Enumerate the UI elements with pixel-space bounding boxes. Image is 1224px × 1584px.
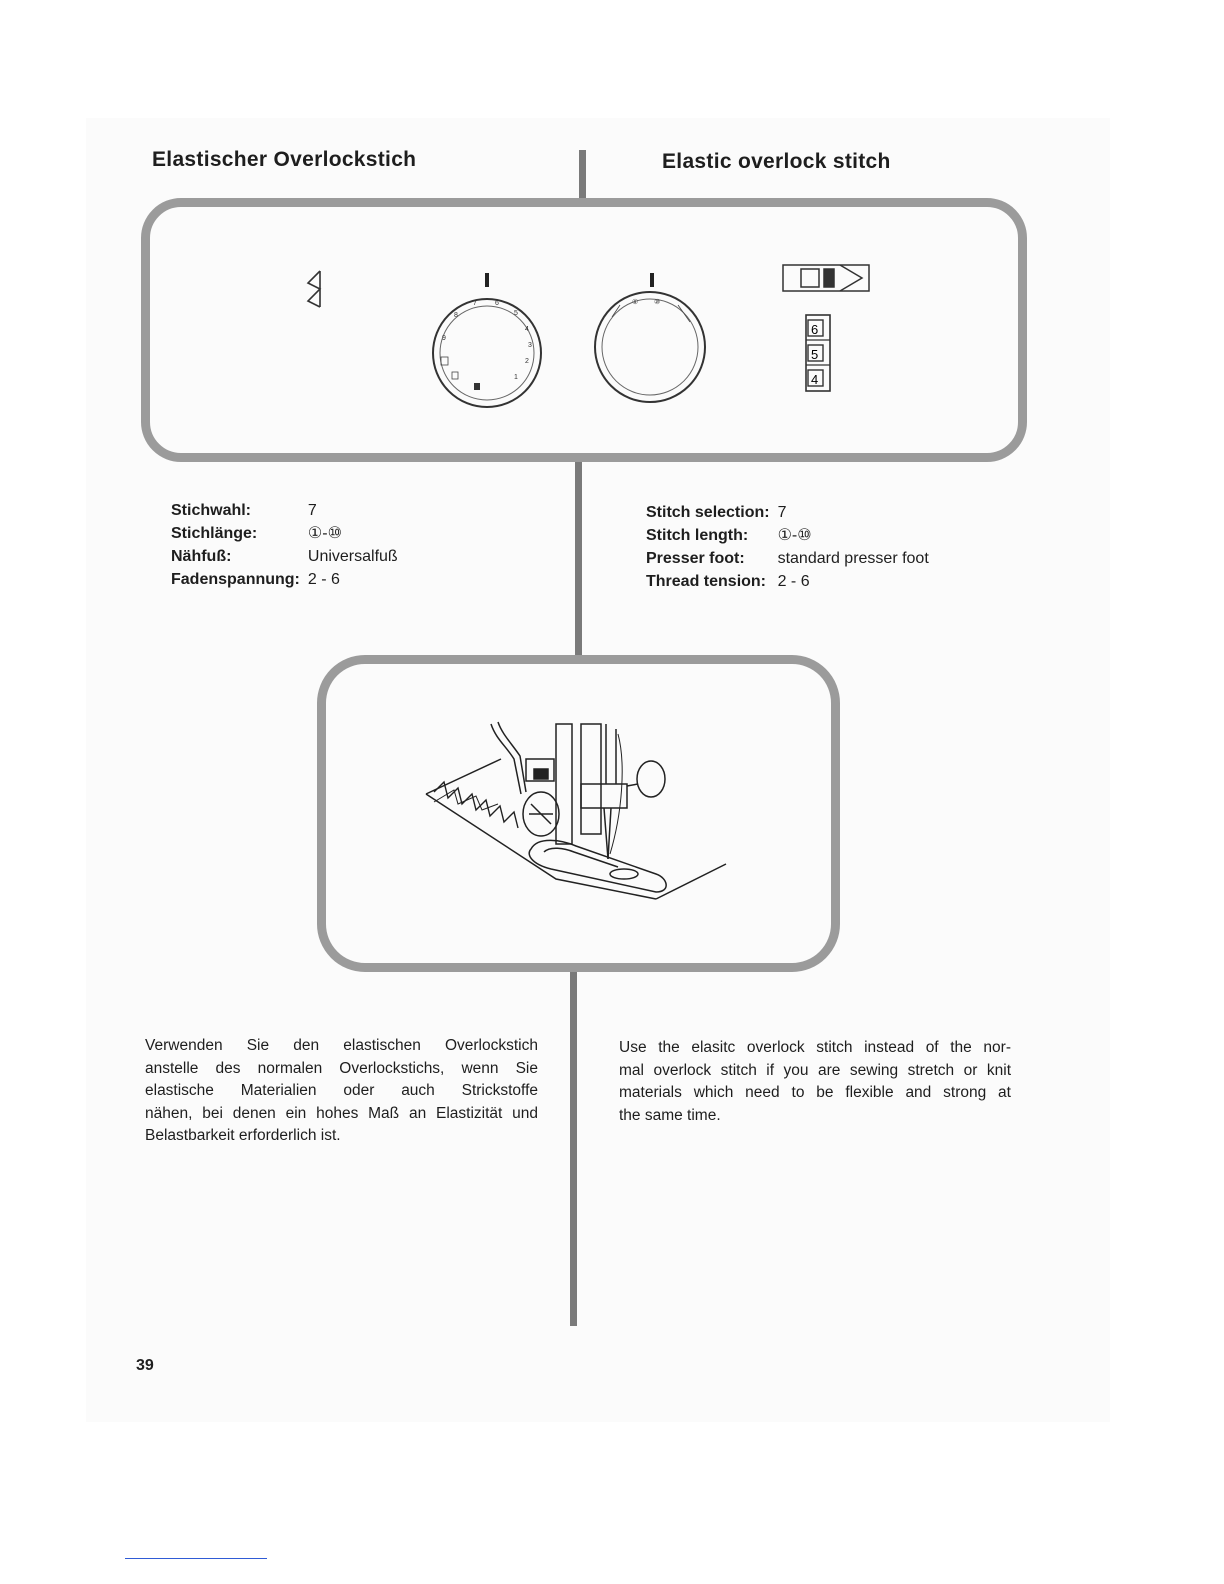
text-line: mal overlock stitch if you are sewing stretch or knit: [619, 1061, 1011, 1079]
setting-value: ①-⑩: [307, 525, 342, 542]
text-line: materials which need to be flexible and strong at: [619, 1084, 1011, 1101]
column-divider-middle: [575, 455, 582, 661]
settings-row: [171, 546, 406, 569]
heading-german: Elastischer Overlockstich: [152, 148, 417, 171]
selector-dial-number: 8: [454, 312, 458, 319]
setting-value: 7: [777, 504, 787, 521]
text-line: elastische Materialien oder auch Strickstoffe: [145, 1082, 538, 1099]
tension-scale-number: 5: [811, 347, 819, 362]
setting-label: Stitch selection:: [646, 504, 770, 521]
settings-row: [646, 502, 937, 525]
selector-dial-number: 5: [514, 310, 518, 317]
selector-dial-number: 4: [525, 326, 529, 333]
text-line: nähen, bei denen ein hohes Maß an Elastizität und: [145, 1104, 538, 1122]
settings-table-english: [646, 502, 937, 594]
setting-label: Nähfuß:: [171, 548, 232, 565]
text-line: anstelle des normalen Overlockstichs, wenn Sie: [145, 1059, 538, 1077]
setting-value: standard presser foot: [777, 550, 929, 567]
text-line: Use the elasitc overlock stitch instead of the nor-: [619, 1039, 1011, 1056]
setting-value: Universalfuß: [307, 548, 398, 565]
length-dial-mark: ①: [632, 299, 639, 306]
selector-dial-number: 2: [525, 358, 529, 365]
selector-dial-number: 6: [495, 300, 499, 307]
thread-tension-scale-icon: [806, 315, 830, 391]
selector-dial-number: 7: [473, 300, 477, 307]
heading-english: Elastic overlock stitch: [662, 150, 891, 173]
settings-row: [646, 571, 937, 594]
text-line: Belastbarkeit erforderlich ist.: [145, 1127, 341, 1144]
selector-dial-number: 9: [442, 335, 446, 342]
machine-settings-panel: [141, 198, 1027, 462]
setting-label: Stichwahl:: [171, 502, 252, 519]
page-number: 39: [136, 1357, 154, 1374]
tension-scale-number: 6: [811, 322, 819, 337]
setting-label: Fadenspannung:: [171, 571, 300, 588]
presser-foot-illustration: [326, 664, 831, 963]
text-line: Verwenden Sie den elastischen Overlockstich: [145, 1037, 538, 1054]
setting-value: 2 - 6: [777, 573, 810, 590]
settings-row: [171, 500, 406, 523]
column-divider-bottom: [570, 970, 577, 1326]
settings-table-german: [171, 500, 406, 592]
text-line: the same time.: [619, 1106, 721, 1124]
setting-value: 2 - 6: [307, 571, 340, 588]
settings-row: [171, 569, 406, 592]
link-underline[interactable]: [125, 1558, 267, 1559]
length-dial-mark: ⑩: [654, 299, 661, 306]
sewing-illustration-panel: [317, 655, 840, 972]
selector-dial-number: 3: [528, 342, 532, 349]
paragraph-english: [619, 1037, 1011, 1127]
setting-label: Stichlänge:: [171, 525, 258, 542]
setting-label: Presser foot:: [646, 550, 745, 567]
settings-row: [171, 523, 406, 546]
presser-foot-icon: [783, 265, 869, 291]
setting-value: ①-⑩: [777, 527, 812, 544]
setting-label: Thread tension:: [646, 573, 767, 590]
tension-scale-number: 4: [811, 372, 819, 387]
selector-dial-number: 1: [514, 374, 518, 381]
settings-row: [646, 525, 937, 548]
setting-value: 7: [307, 502, 317, 519]
paragraph-german: [145, 1035, 538, 1148]
settings-row: [646, 548, 937, 571]
stitch-selector-dial-icon: [433, 273, 541, 407]
setting-label: Stitch length:: [646, 527, 749, 544]
stitch-length-dial-icon: [595, 273, 705, 402]
overlock-stitch-symbol-icon: [308, 271, 320, 307]
